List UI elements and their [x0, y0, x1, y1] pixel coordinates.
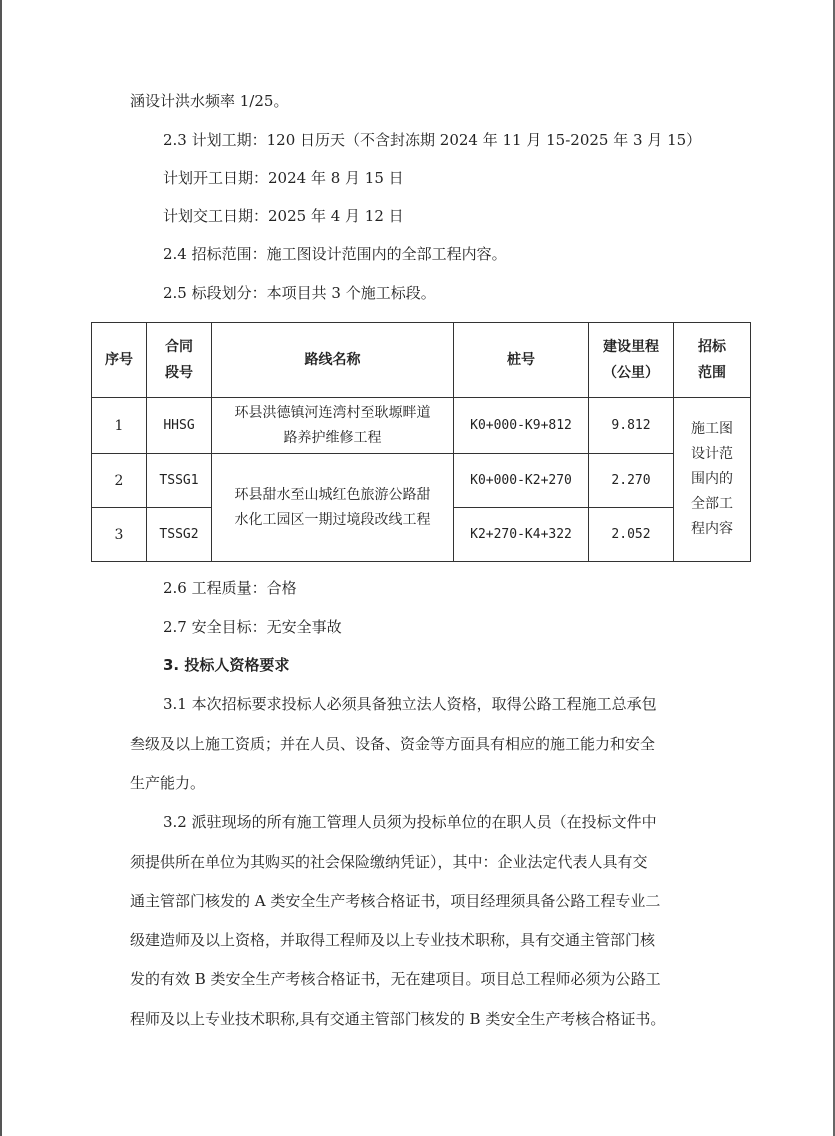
table-row	[92, 454, 751, 508]
header-scope-line1: 招标	[698, 339, 726, 355]
cell-route-line1: 环县洪德镇河连湾村至耿塬畔道	[234, 404, 431, 421]
header-mileage-line2: （公里）	[603, 365, 659, 381]
cell-mileage: 9.812	[589, 398, 674, 454]
scope-line: 施工图	[691, 421, 733, 437]
paragraph-line: 叁级及以上施工资质；并在人员、设备、资金等方面具有相应的施工能力和安全	[130, 735, 656, 753]
cell-seq: 1	[92, 398, 147, 454]
text-line-end-date: 计划交工日期：2025 年 4 月 12 日	[163, 207, 404, 225]
scope-line: 围内的	[691, 471, 733, 487]
text-line-safety: 2.7 安全目标：无安全事故	[163, 618, 342, 636]
header-contract-line1: 合同	[165, 339, 193, 355]
cell-station: K2+270-K4+322	[454, 508, 589, 562]
paragraph-line: 程师及以上专业技术职称,具有交通主管部门核发的 B 类安全生产考核合格证书。	[130, 1010, 666, 1028]
header-mileage-line1: 建设里程	[603, 339, 659, 355]
paragraph-line: 须提供所在单位为其购买的社会保险缴纳凭证），其中：企业法定代表人具有交	[130, 853, 648, 871]
text-line-scope: 2.4 招标范围：施工图设计范围内的全部工程内容。	[163, 245, 507, 263]
scope-line: 设计范	[691, 446, 733, 462]
paragraph-line: 生产能力。	[130, 774, 206, 792]
cell-seq: 2	[92, 454, 147, 508]
header-route: 路线名称	[212, 323, 454, 398]
cell-seq: 3	[92, 508, 147, 562]
header-seq: 序号	[92, 323, 147, 398]
cell-station: K0+000-K9+812	[454, 398, 589, 454]
header-station: 桩号	[454, 323, 589, 398]
section-heading: 3. 投标人资格要求	[163, 656, 290, 674]
cell-route-line1: 环县甜水至山城红色旅游公路甜	[234, 486, 431, 503]
cell-mileage: 2.052	[589, 508, 674, 562]
cell-mileage: 2.270	[589, 454, 674, 508]
cell-scope-merged	[674, 398, 751, 562]
cell-contract: TSSG1	[147, 454, 212, 508]
cell-route-merged	[212, 454, 454, 562]
paragraph-line: 3.1 本次招标要求投标人必须具备独立法人资格，取得公路工程施工总承包	[163, 695, 657, 713]
paragraph-line: 3.2 派驻现场的所有施工管理人员须为投标单位的在职人员（在投标文件中	[163, 813, 657, 831]
paragraph-line: 发的有效 B 类安全生产考核合格证书，无在建项目。项目总工程师必须为公路工	[130, 970, 661, 988]
text-line-start-date: 计划开工日期：2024 年 8 月 15 日	[163, 169, 404, 187]
header-scope-line2: 范围	[698, 365, 726, 381]
header-contract	[147, 323, 212, 398]
scope-line: 程内容	[691, 521, 733, 537]
cell-route-line2: 水化工园区一期过境段改线工程	[234, 511, 431, 528]
text-line-schedule: 2.3 计划工期：120 日历天（不含封冻期 2024 年 11 月 15-2025 年 3 月 15）	[163, 131, 702, 149]
header-mileage	[589, 323, 674, 398]
header-contract-line2: 段号	[165, 365, 193, 381]
cell-station: K0+000-K2+270	[454, 454, 589, 508]
cell-route-line2: 路养护维修工程	[283, 429, 382, 446]
page-edge-left	[0, 0, 2, 1136]
header-scope	[674, 323, 751, 398]
cell-contract: HHSG	[147, 398, 212, 454]
cell-route	[212, 398, 454, 454]
paragraph-line: 级建造师及以上资格，并取得工程师及以上专业技术职称，具有交通主管部门核	[130, 931, 656, 949]
table-row	[92, 398, 751, 454]
text-line-sections: 2.5 标段划分：本项目共 3 个施工标段。	[163, 284, 436, 302]
paragraph-line: 通主管部门核发的 A 类安全生产考核合格证书，项目经理须具备公路工程专业二	[130, 892, 661, 910]
sections-table	[91, 322, 751, 562]
scope-line: 全部工	[691, 496, 733, 512]
table-header-row	[92, 323, 751, 398]
text-line-quality: 2.6 工程质量：合格	[163, 579, 297, 597]
cell-contract: TSSG2	[147, 508, 212, 562]
text-line: 涵设计洪水频率 1/25。	[130, 92, 289, 110]
